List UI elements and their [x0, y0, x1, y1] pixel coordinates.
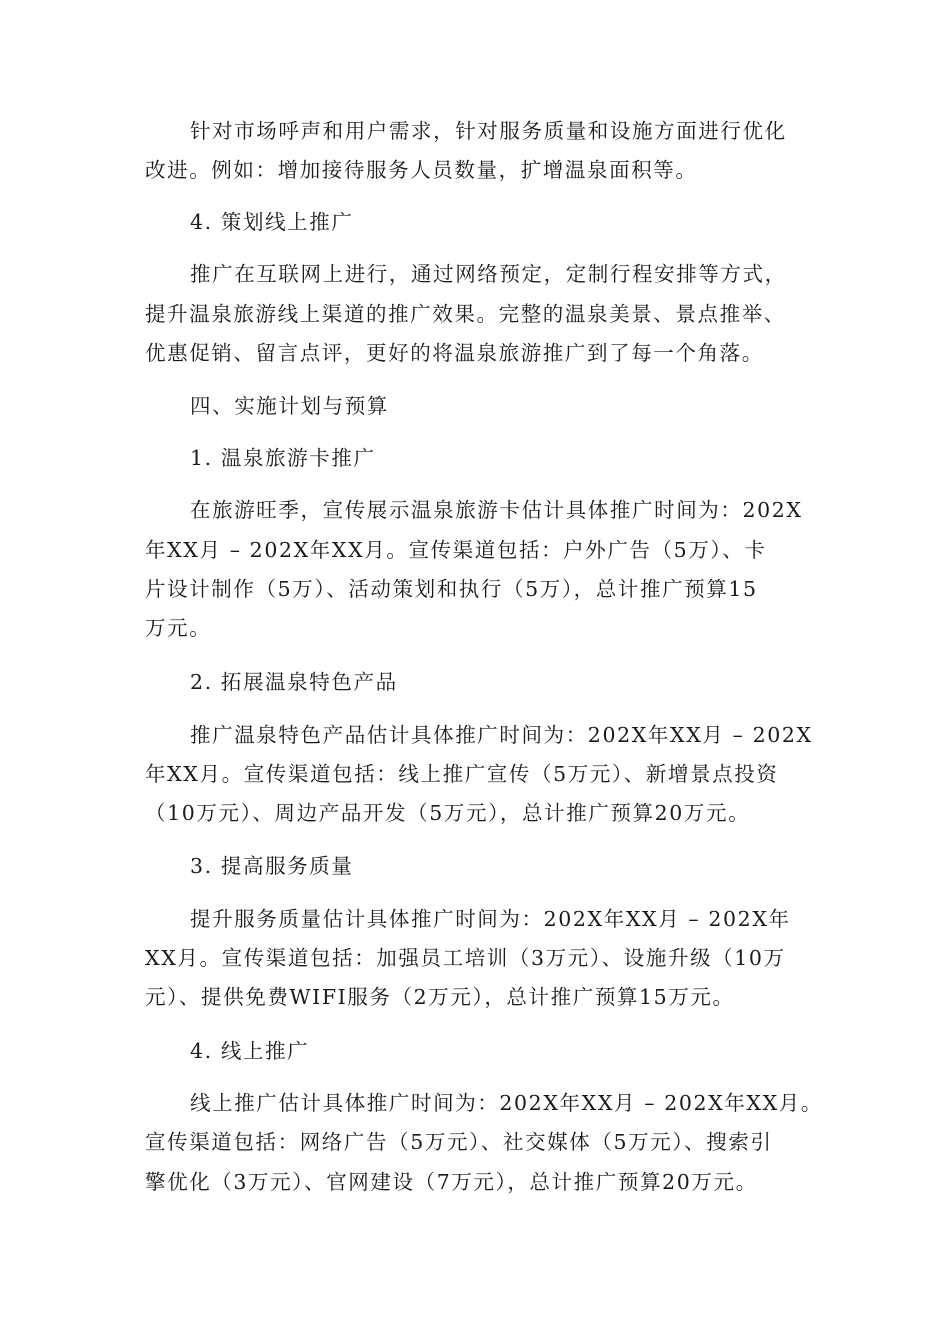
paragraph-card-line-2: 年XX月 – 202X年XX月。宣传渠道包括：户外广告（5万）、卡	[145, 538, 767, 562]
section-heading-plan-budget: 四、实施计划与预算	[190, 394, 389, 418]
paragraph-card-line-4: 万元。	[145, 616, 212, 640]
heading-special-products: 2. 拓展温泉特色产品	[190, 670, 398, 694]
paragraph-online-line-3: 优惠促销、留言点评，更好的将温泉旅游推广到了每一个角落。	[145, 341, 764, 365]
paragraph-card-line-1: 在旅游旺季，宣传展示温泉旅游卡估计具体推广时间为：202X	[190, 498, 803, 522]
paragraph-promotion-line-3: 擎优化（3万元）、官网建设（7万元），总计推广预算20万元。	[145, 1170, 758, 1194]
heading-service-quality: 3. 提高服务质量	[190, 854, 354, 878]
paragraph-products-line-1: 推广温泉特色产品估计具体推广时间为：202X年XX月 – 202X	[190, 723, 813, 747]
paragraph-products-line-2: 年XX月。宣传渠道包括：线上推广宣传（5万元）、新增景点投资	[145, 762, 779, 786]
paragraph-promotion-line-2: 宣传渠道包括：网络广告（5万元）、社交媒体（5万元）、搜索引	[145, 1130, 773, 1154]
paragraph-products-line-3: （10万元）、周边产品开发（5万元），总计推广预算20万元。	[145, 801, 751, 825]
heading-travel-card: 1. 温泉旅游卡推广	[190, 446, 376, 470]
paragraph-online-line-1: 推广在互联网上进行，通过网络预定，定制行程安排等方式，	[190, 262, 787, 286]
paragraph-promotion-line-1: 线上推广估计具体推广时间为：202X年XX月 – 202X年XX月。	[190, 1091, 824, 1115]
paragraph-service-line-2: XX月。宣传渠道包括：加强员工培训（3万元）、设施升级（10万	[145, 946, 786, 970]
paragraph-online-line-2: 提升温泉旅游线上渠道的推广效果。完整的温泉美景、景点推举、	[145, 302, 786, 326]
paragraph-optimize-line-2: 改进。例如：增加接待服务人员数量，扩增温泉面积等。	[145, 158, 698, 182]
paragraph-service-line-1: 提升服务质量估计具体推广时间为：202X年XX月 – 202X年	[190, 907, 791, 931]
heading-online-promotion: 4. 线上推广	[190, 1039, 310, 1063]
paragraph-service-line-3: 元）、提供免费WIFI服务（2万元），总计推广预算15万元。	[145, 985, 735, 1009]
heading-online-planning: 4. 策划线上推广	[190, 210, 354, 234]
paragraph-optimize-line-1: 针对市场呼声和用户需求，针对服务质量和设施方面进行优化	[190, 119, 787, 143]
paragraph-card-line-3: 片设计制作（5万）、活动策划和执行（5万），总计推广预算15	[145, 577, 758, 601]
